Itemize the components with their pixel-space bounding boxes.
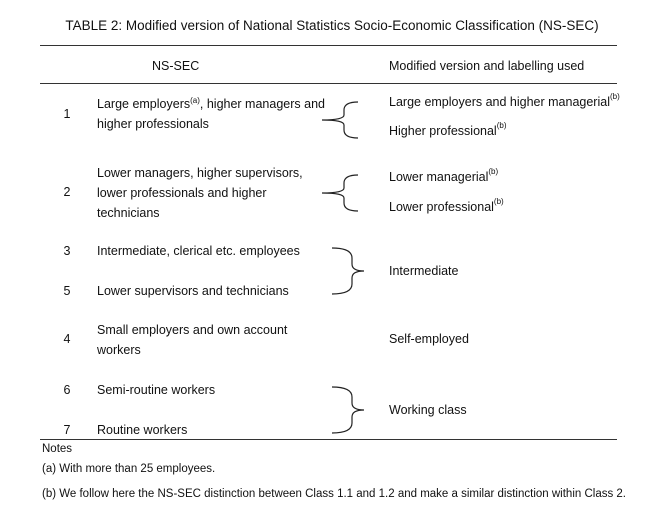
label-lower-managerial: Lower managerial$^{(b)}$ <box>389 167 499 184</box>
table-title: TABLE 2: Modified version of National Statistics Socio-Economic Classification (NS-SEC) <box>65 18 599 33</box>
label-higher-professional: Higher professional$^{(b)}$ <box>389 121 507 138</box>
label-self-employed: Self-employed <box>389 332 469 346</box>
row-number: 1 <box>63 107 71 121</box>
note-a: (a) With more than 25 employees. <box>42 463 216 475</box>
label-large-employers: Large employers and higher managerial$^{(b)}$ <box>389 92 620 109</box>
top-rule <box>40 45 617 46</box>
row-number: 7 <box>63 423 71 437</box>
footnote-marker: (a) <box>190 96 200 105</box>
row-number: 6 <box>63 383 71 397</box>
row-description: Large employers$^{(a)}$, higher managers and higher professionals <box>97 96 325 131</box>
notes-heading: Notes <box>42 443 73 455</box>
bottom-rule <box>40 439 617 440</box>
row-number: 4 <box>63 332 71 346</box>
header-rule <box>40 83 617 84</box>
row-number: 2 <box>63 185 71 199</box>
row-description: Semi-routine workers <box>97 383 216 397</box>
column-header-ns-sec: NS-SEC <box>152 59 200 73</box>
note-b: (b) We follow here the NS-SEC distinction between Class 1.1 and 1.2 and make a similar distinction within Class 2. <box>42 488 627 500</box>
row-description: Small employers and own account workers <box>97 323 288 357</box>
row-description: Lower managers, higher supervisors, lower professionals and higher technicians <box>97 166 303 220</box>
row-description: Lower supervisors and technicians <box>97 284 289 298</box>
label-intermediate: Intermediate <box>389 264 459 278</box>
right-brace-icon <box>330 385 370 435</box>
label-lower-professional: Lower professional$^{(b)}$ <box>389 197 504 214</box>
row-number: 3 <box>63 244 71 258</box>
row-description: Routine workers <box>97 423 188 437</box>
left-brace-icon <box>320 100 360 140</box>
left-brace-icon <box>320 173 360 213</box>
column-header-modified: Modified version and labelling used <box>389 59 585 73</box>
label-working-class: Working class <box>389 403 467 417</box>
right-brace-icon <box>330 246 370 296</box>
row-description: Intermediate, clerical etc. employees <box>97 244 300 258</box>
row-number: 5 <box>63 284 71 298</box>
